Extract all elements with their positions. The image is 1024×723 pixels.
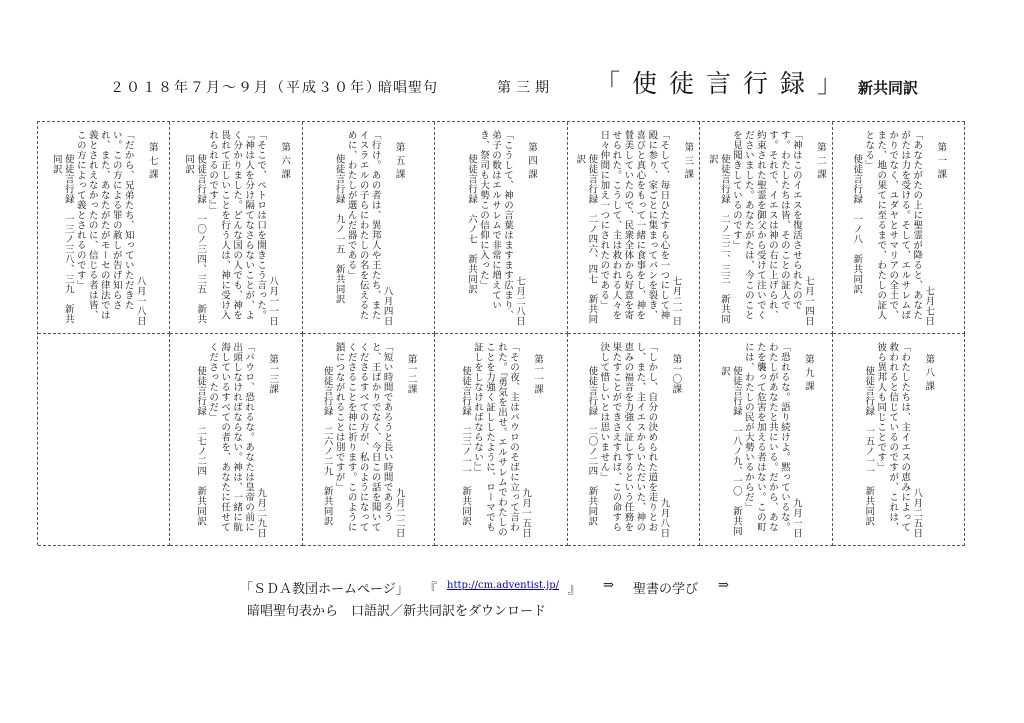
verse-quote: 「その夜、主はパウロのそばに立って言われた。『勇気を出せ。エルサレムでわたしのことを力強く証ししたように、ローマでも証しをしなければならない』」 (471, 342, 519, 538)
empty-card (38, 334, 170, 546)
verse-card-1 (833, 122, 965, 334)
lesson-number: 第 九 課 (802, 354, 814, 392)
verse-card-text (718, 342, 814, 538)
lesson-date: 八月二五日 (911, 488, 923, 538)
bracket-open: 『 (424, 582, 438, 597)
verse-quote: 「だから、兄弟たち、知っていただきたい。この方による罪の赦しが告げ知らされ、また、あなたがたがモーセの律法では義とされえなかったのに、信じる者は皆、この方によって義とされるのです」 (74, 130, 134, 320)
verse-reference: 使徒言行録 九ノ一五 新共同訳 (333, 154, 345, 304)
verse-card-text (862, 342, 934, 538)
verse-card-13 (170, 334, 302, 546)
verse-reference: 使徒言行録 二ノ三二、三三 新共同訳 (706, 154, 730, 324)
lesson-number: 第 四 課 (525, 142, 537, 180)
arrow-right-icon: ⇒ (718, 578, 729, 593)
verse-quote: 「あなたがたの上に聖霊が降ると、あなたがたは力を受ける。そして、エルサレムばかりでなく、ユダヤとサマリアの全土で、また、地の果てに至るまで、わたしの証人となる」 (863, 130, 923, 320)
arrow-right-icon: ⇒ (603, 578, 614, 593)
verse-card-text (194, 342, 278, 538)
verse-quote: 「そこで、ペトロは口を開きこう言った。『神は人を分け隔てなさらないことが、よく分かりました。どんな国の人でも、神を畏れて正しいことを行う人は、神に受け入れられるのです』」 (207, 130, 267, 320)
verse-card-11 (435, 334, 567, 546)
lesson-date: 九月八日 (658, 498, 670, 538)
series-label: 暗唱聖句 (378, 80, 438, 96)
verse-card-10 (568, 334, 700, 546)
page-header (0, 70, 1024, 106)
lesson-date: 七月二一日 (670, 276, 682, 326)
verse-quote: 「短い時間であろうと長い時間であろうと、王ばかりでなく、今日この話を聞いてくださるすべての方が、私のようになってくださることを神に祈ります。このように鎖につながれることは別ですが」 (333, 342, 393, 532)
verse-reference: 使徒言行録 一五ノ一一 新共同訳 (863, 366, 875, 526)
term-label: 第三期 (497, 80, 554, 96)
verse-card-8 (833, 334, 965, 546)
verse-reference: 使徒言行録 二ノ四六、四七 新共同訳 (574, 154, 598, 324)
lesson-number: 第 八 課 (923, 354, 935, 392)
verse-reference: 使徒言行録 一八ノ九、一〇 新共同訳 (718, 366, 742, 536)
verse-reference: 使徒言行録 二三ノ一一 新共同訳 (459, 366, 471, 526)
verse-card-6 (170, 122, 302, 334)
lesson-date: 八月一一日 (267, 276, 279, 326)
lesson-date: 九月二九日 (255, 488, 267, 538)
site-name: 「ＳＤＡ教団ホームページ」 (240, 582, 409, 597)
lesson-date: 七月一四日 (802, 276, 814, 326)
verse-reference: 使徒言行録 二〇ノ二四 新共同訳 (586, 366, 598, 526)
verse-quote: 「こうして、神の言葉はますます広まり、弟子の数はエルサレムで非常に増えていき、祭司も大勢この信仰に入った」 (477, 130, 513, 320)
verse-card-2 (700, 122, 832, 334)
verse-card-text (182, 130, 290, 326)
verse-reference: 使徒言行録 六ノ七 新共同訳 (465, 154, 477, 294)
period-label: ２０１８年７月～９月（平成３０年） (110, 80, 382, 96)
bible-study-page: 聖書の学び (633, 582, 699, 597)
verse-quote: 「そして、毎日ひたすら心を一つにして神殿に参り、家ごとに集まってパンを裂き、喜びと真心をもって一緒に食事をし、神を賛美していたので、民衆全体から好意を寄せられた。こうして、主は救われる人々を日々仲間に加え一つにされたのである」 (598, 130, 670, 320)
lesson-date: 九月一五日 (519, 488, 531, 538)
verse-card-5 (303, 122, 435, 334)
verse-card-12 (303, 334, 435, 546)
lesson-number: 第 三 課 (682, 142, 694, 180)
verse-card-text (459, 342, 543, 538)
website-link[interactable]: http://cm.adventist.jp/ (447, 580, 560, 591)
lesson-number: 第 六 課 (279, 142, 291, 180)
lesson-number: 第 五 課 (393, 142, 405, 180)
page-title: 「使徒言行録」 (595, 69, 855, 98)
lesson-date: 九月一日 (790, 498, 802, 538)
verse-card-text (585, 342, 681, 538)
lesson-date: 九月二二日 (393, 488, 405, 538)
verse-quote: 「行け。あの者は、異邦人や王たち、またイスラエルの子らにわたしの名を伝えるために、わたしが選んだ器である」 (345, 130, 381, 320)
verse-quote: 「恐れるな。語り続けよ。黙っているな。わたしがあなたと共にいる。だから、あなたを襲って危害を加える者はない。この町には、わたしの民が大勢いるからだ」 (742, 342, 790, 532)
verse-card-text (850, 130, 946, 326)
translation-label: 新共同訳 (858, 79, 919, 97)
verse-quote: 「しかし、自分の決められた道を走りとおし、また、主イエスからいただいた、神の恵みの福音を力強く証しするという任務を果たすことができさえすれば、この命すら決して惜しいとは思いません」 (598, 342, 658, 532)
verse-card-text (465, 130, 537, 326)
lesson-number: 第一〇課 (670, 354, 682, 394)
lesson-number: 第一三課 (267, 354, 279, 394)
verse-card-text (321, 342, 417, 538)
verse-card-text (50, 130, 158, 326)
verse-card-7 (38, 122, 170, 334)
lesson-number: 第 一 課 (935, 142, 947, 180)
lesson-date: 七月七日 (923, 286, 935, 326)
lesson-date: 七月二八日 (513, 276, 525, 326)
lesson-number: 第 二 課 (814, 142, 826, 180)
bracket-close: 』 (568, 582, 582, 597)
verse-reference: 使徒言行録 二七ノ二四 新共同訳 (195, 366, 207, 526)
lesson-date: 八月四日 (381, 286, 393, 326)
verse-reference: 使徒言行録 一三ノ三八、三九 新共同訳 (50, 154, 74, 324)
verse-card-grid (37, 121, 965, 545)
lesson-number: 第 七 課 (146, 142, 158, 180)
verse-reference: 使徒言行録 一〇ノ三四、三五 新共同訳 (183, 154, 207, 324)
verse-card-text (333, 130, 405, 326)
verse-quote: 「わたしたちは、主イエスの恵みによって救われると信じているのですが、これは、彼ら異邦人も同じことです」 (875, 342, 911, 532)
lesson-number: 第一一課 (531, 354, 543, 394)
verse-card-text (573, 130, 693, 326)
lesson-number: 第一二課 (405, 354, 417, 394)
verse-quote: 「パウロ、恐れるな。あなたは皇帝の前に出頭しなければならない。神は、一緒に航海しているすべての者を、あなたに任せてくださったのだ」 (207, 342, 255, 532)
verse-card-3 (568, 122, 700, 334)
verse-card-9 (700, 334, 832, 546)
download-instructions: 暗唱聖句表から 口語訳／新共同訳をダウンロード (247, 604, 547, 619)
verse-card-text (706, 130, 826, 326)
verse-reference: 使徒言行録 一ノ八 新共同訳 (851, 154, 863, 294)
lesson-date: 八月一八日 (134, 276, 146, 326)
verse-card-4 (435, 122, 567, 334)
verse-reference: 使徒言行録 二六ノ二九 新共同訳 (321, 366, 333, 526)
verse-quote: 「神はこのイエスを復活させられたのです。わたしたちは皆、そのことの証人です。それで、イエスは神の右に上げられ、約束された聖霊を御父から受けて注いでくださいました。あなたがたは、今このことを見聞きしているのです」 (730, 130, 802, 320)
